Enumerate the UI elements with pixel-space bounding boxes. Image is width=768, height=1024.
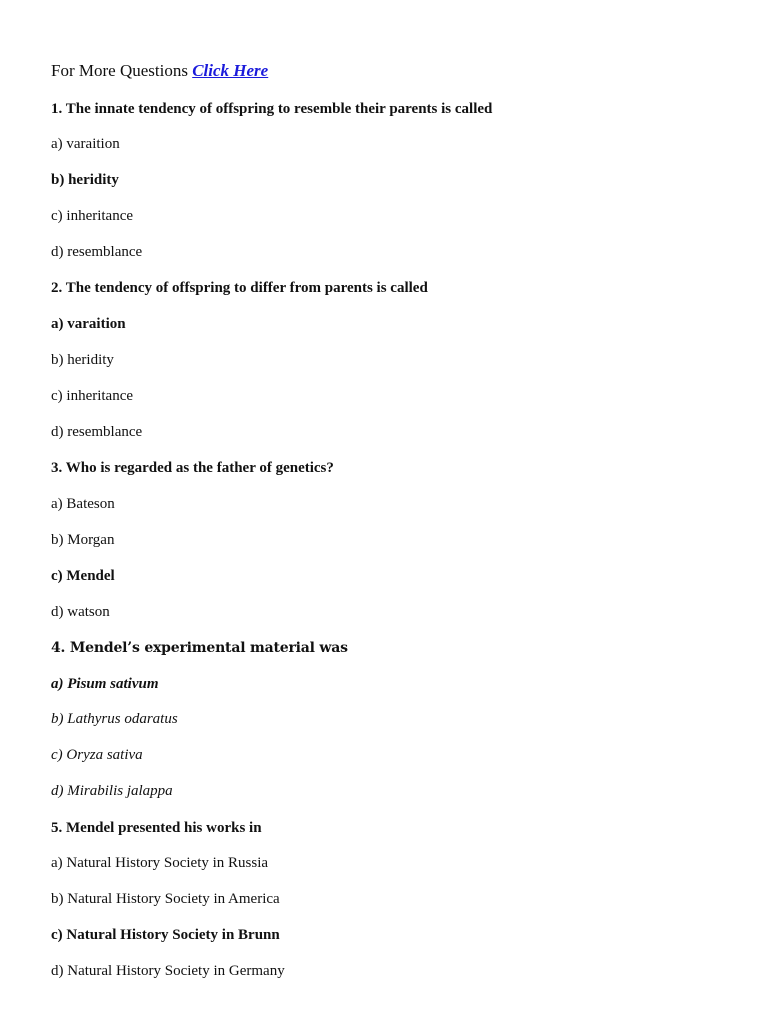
question-1-option-d: d) resemblance (51, 244, 143, 260)
question-3-text: 3. Who is regarded as the father of genetics? (51, 460, 334, 476)
question-3-option-a: a) Bateson (51, 496, 115, 512)
question-1-option-c: c) inheritance (51, 208, 134, 224)
question-2-option-b: b) heridity (51, 352, 114, 368)
question-1-option-b-answer: b) heridity (51, 172, 119, 188)
question-1-option-a: a) varaition (51, 136, 120, 152)
question-2-option-d: d) resemblance (51, 424, 143, 440)
click-here-link[interactable]: Click Here (192, 61, 269, 80)
question-5-option-c-answer: c) Natural History Society in Brunn (51, 927, 280, 943)
question-1-text: 1. The innate tendency of offspring to resemble their parents is called (51, 101, 493, 117)
question-2-text: 2. The tendency of offspring to differ from parents is called (51, 280, 428, 296)
question-5-option-b: b) Natural History Society in America (51, 891, 280, 907)
question-4-option-b: b) Lathyrus odaratus (51, 711, 178, 727)
question-3-option-b: b) Morgan (51, 532, 115, 548)
question-5-option-d: d) Natural History Society in Germany (51, 963, 285, 979)
question-2-option-c: c) inheritance (51, 388, 134, 404)
question-2-option-a-answer: a) varaition (51, 316, 126, 332)
more-questions-header (51, 59, 268, 83)
question-3-option-c-answer: c) Mendel (51, 568, 115, 584)
question-5-option-a: a) Natural History Society in Russia (51, 855, 269, 871)
question-4-option-a-answer: a) Pisum sativum (51, 676, 159, 692)
question-3-option-d: d) watson (51, 604, 110, 620)
question-4-text: 4. Mendel’s experimental material was (51, 640, 348, 656)
more-questions-text: For More Questions (51, 61, 188, 80)
question-5-text: 5. Mendel presented his works in (51, 820, 262, 836)
question-4-option-d: d) Mirabilis jalappa (51, 783, 173, 799)
question-4-option-c: c) Oryza sativa (51, 747, 143, 763)
